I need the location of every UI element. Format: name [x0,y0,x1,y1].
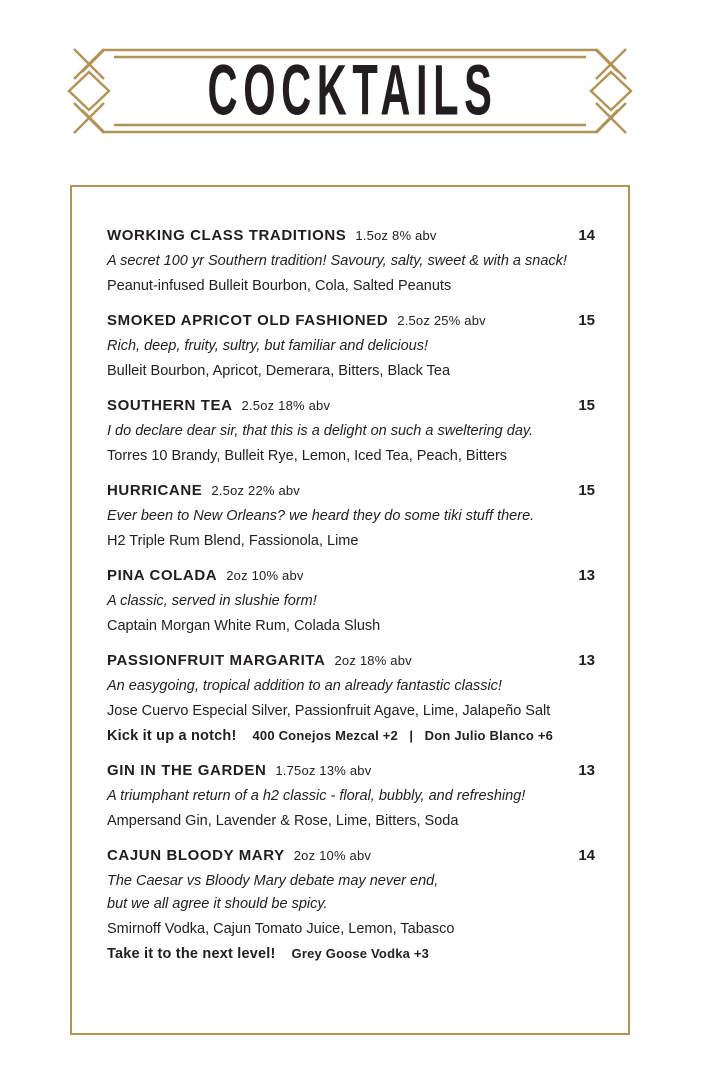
menu-item [107,312,595,381]
item-header [107,567,595,584]
item-size-abv: 2.5oz 22% abv [211,483,301,498]
item-header [107,312,595,329]
menu-item [107,652,595,746]
item-upgrade-options: Grey Goose Vodka +3 [291,946,430,961]
menu-header-banner [68,45,632,137]
item-name: GIN IN THE GARDEN [107,762,267,779]
item-price: 15 [578,482,595,499]
item-header [107,652,595,669]
item-description: A secret 100 yr Southern tradition! Savoury, salty, sweet & with a snack! [107,253,567,269]
menu-box [70,185,630,1035]
item-price: 15 [578,312,595,329]
item-name: PASSIONFRUIT MARGARITA [107,652,326,669]
item-header [107,227,595,244]
item-ingredients: Bulleit Bourbon, Apricot, Demerara, Bitters, Black Tea [107,363,451,379]
item-header [107,397,595,414]
item-upgrade [107,726,595,746]
item-price: 13 [578,652,595,669]
item-ingredients: Ampersand Gin, Lavender & Rose, Lime, Bitters, Soda [107,813,459,829]
item-name: SOUTHERN TEA [107,397,233,414]
item-name: WORKING CLASS TRADITIONS [107,227,347,244]
menu-item [107,847,595,964]
item-price: 14 [578,227,595,244]
item-ingredients: Captain Morgan White Rum, Colada Slush [107,618,381,634]
item-description: An easygoing, tropical addition to an already fantastic classic! [107,678,502,694]
item-name: SMOKED APRICOT OLD FASHIONED [107,312,389,329]
item-ingredients: H2 Triple Rum Blend, Fassionola, Lime [107,533,359,549]
item-ingredients: Peanut-infused Bulleit Bourbon, Cola, Salted Peanuts [107,278,452,294]
item-header [107,482,595,499]
item-upgrade-options: 400 Conejos Mezcal +2 | Don Julio Blanco +6 [252,728,554,743]
item-size-abv: 2oz 10% abv [226,568,304,583]
page-title: COCKTAILS [207,50,498,132]
menu-items-list [72,187,628,964]
menu-item [107,227,595,296]
item-price: 15 [578,397,595,414]
item-price: 13 [578,762,595,779]
item-upgrade-label: Kick it up a notch! [107,728,237,744]
item-description: I do declare dear sir, that this is a delight on such a sweltering day. [107,423,534,439]
item-name: PINA COLADA [107,567,218,584]
item-size-abv: 2oz 18% abv [334,653,412,668]
item-name: CAJUN BLOODY MARY [107,847,285,864]
item-description: The Caesar vs Bloody Mary debate may never end, [107,873,439,889]
item-size-abv: 2oz 10% abv [293,848,372,863]
menu-item [107,482,595,551]
item-size-abv: 1.5oz 8% abv [355,228,437,243]
item-description-line2: but we all agree it should be spicy. [107,896,328,912]
item-description: A classic, served in slushie form! [107,593,317,609]
item-upgrade [107,944,595,964]
item-ingredients: Torres 10 Brandy, Bulleit Rye, Lemon, Iced Tea, Peach, Bitters [107,448,508,464]
item-name: HURRICANE [107,482,203,499]
menu-item [107,397,595,466]
item-price: 14 [578,847,595,864]
menu-item [107,762,595,831]
item-description: A triumphant return of a h2 classic - floral, bubbly, and refreshing! [107,788,526,804]
banner-title-area [68,45,632,137]
item-upgrade-label: Take it to the next level! [107,946,276,962]
item-price: 13 [578,567,595,584]
item-description: Ever been to New Orleans? we heard they do some tiki stuff there. [107,508,535,524]
item-size-abv: 2.5oz 25% abv [397,313,486,328]
item-size-abv: 2.5oz 18% abv [241,398,331,413]
item-size-abv: 1.75oz 13% abv [275,763,372,778]
item-header [107,762,595,779]
item-ingredients: Smirnoff Vodka, Cajun Tomato Juice, Lemon, Tabasco [107,921,455,937]
item-header [107,847,595,864]
item-description: Rich, deep, fruity, sultry, but familiar and delicious! [107,338,429,354]
item-ingredients: Jose Cuervo Especial Silver, Passionfruit Agave, Lime, Jalapeño Salt [107,703,551,719]
menu-item [107,567,595,636]
